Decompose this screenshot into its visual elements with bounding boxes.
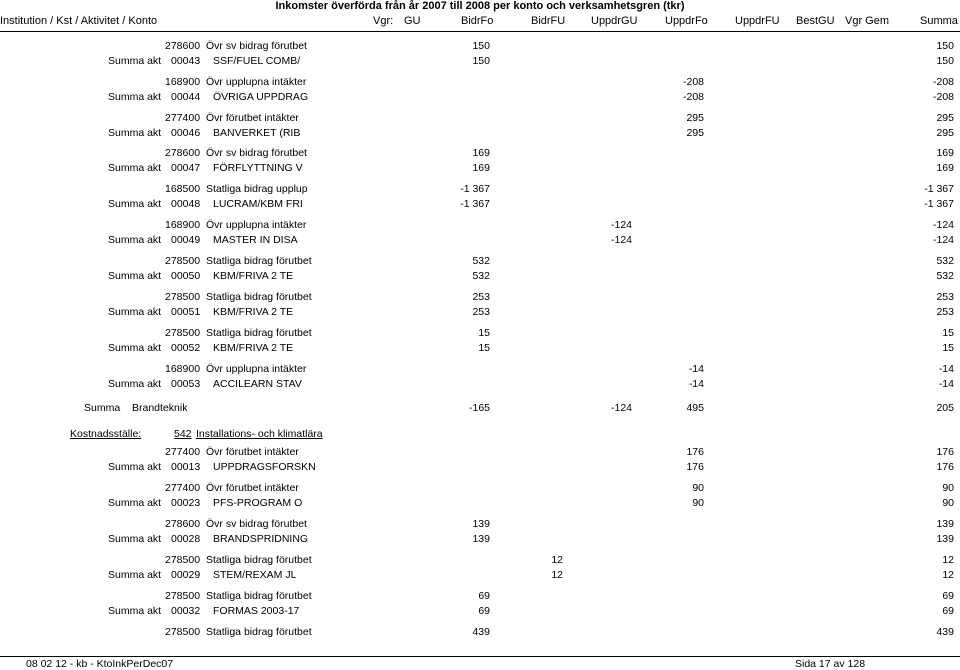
total-bidrfo: -165 [468,402,490,414]
konto-number: 278600 [165,40,201,52]
aktivitet-code: 00047 [171,162,201,174]
aktivitet-text: KBM/FRIVA 2 TE [213,270,294,282]
konto-summa: 532 [936,255,954,267]
konto-number: 277400 [165,482,201,494]
aktivitet-code: 00028 [171,533,201,545]
summa-akt-label: Summa akt [108,55,162,67]
summa-akt-summa: -14 [938,378,954,390]
summa-akt-summa: -124 [932,234,954,246]
konto-text: Statliga bidrag förutbet [206,590,312,602]
konto-value-uppdrfo: 176 [686,446,704,458]
summa-akt-label: Summa akt [108,306,162,318]
konto-value-uppdrfo: 90 [692,482,704,494]
aktivitet-text: ÖVRIGA UPPDRAG [213,91,309,103]
total-uppdrfo: 495 [686,402,704,414]
col-header-vgrgem: Vgr Gem [845,15,890,27]
total-name: Brandteknik [132,402,188,414]
aktivitet-text: ACCILEARN STAV [213,378,302,390]
summa-akt-summa: 69 [942,605,954,617]
summa-akt-label: Summa akt [108,569,162,581]
summa-akt-summa: 12 [942,569,954,581]
summa-akt-value-bidrfo: 139 [472,533,490,545]
header-rule [0,31,960,32]
aktivitet-text: PFS-PROGRAM O [213,497,303,509]
konto-summa: 15 [942,327,954,339]
col-header-bestgu: BestGU [796,15,835,27]
konto-summa: 150 [936,40,954,52]
konto-text: Statliga bidrag upplup [206,183,308,195]
summa-akt-summa: 150 [936,55,954,67]
summa-akt-value-bidrfo: 15 [478,342,490,354]
konto-number: 168500 [165,183,201,195]
aktivitet-code: 00032 [171,605,201,617]
konto-summa: 12 [942,554,954,566]
konto-value-bidrfo: 69 [478,590,490,602]
aktivitet-text: BRANDSPRIDNING [213,533,309,545]
summa-akt-summa: 176 [936,461,954,473]
col-header-uppdrfo: UppdrFo [665,15,708,27]
summa-akt-label: Summa akt [108,533,162,545]
konto-text: Övr upplupna intäkter [206,219,307,231]
aktivitet-text: FORMAS 2003-17 [213,605,300,617]
konto-text: Statliga bidrag förutbet [206,327,312,339]
col-header-gu: GU [404,15,421,27]
summa-akt-value-bidrfo: 532 [472,270,490,282]
total-label: Summa [84,402,121,414]
report-title: Inkomster överförda från år 2007 till 2008 per konto och verksamhetsgren (tkr) [275,0,685,12]
aktivitet-text: KBM/FRIVA 2 TE [213,342,294,354]
konto-summa: 439 [936,626,954,638]
konto-summa: -14 [938,363,954,375]
summa-akt-value-uppdrfo: 176 [686,461,704,473]
aktivitet-code: 00043 [171,55,201,67]
konto-text: Statliga bidrag förutbet [206,291,312,303]
konto-value-bidrfu: 12 [551,554,563,566]
konto-number: 277400 [165,112,201,124]
konto-number: 277400 [165,446,201,458]
col-header-uppdrfu: UppdrFU [735,15,780,27]
konto-number: 168900 [165,219,201,231]
aktivitet-text: MASTER IN DISA [213,234,298,246]
summa-akt-label: Summa akt [108,342,162,354]
konto-summa: -208 [932,76,954,88]
konto-summa: 69 [942,590,954,602]
aktivitet-text: FÖRFLYTTNING V [213,162,303,174]
total-summa: 205 [936,402,954,414]
summa-akt-value-uppdrfo: -208 [682,91,704,103]
col-header-summa: Summa [920,15,958,27]
aktivitet-text: UPPDRAGSFORSKN [213,461,316,473]
konto-summa: 90 [942,482,954,494]
konto-text: Övr förutbet intäkter [206,482,299,494]
summa-akt-label: Summa akt [108,497,162,509]
konto-text: Statliga bidrag förutbet [206,626,312,638]
summa-akt-summa: 139 [936,533,954,545]
konto-value-uppdrfo: 295 [686,112,704,124]
col-header-bidrfo: BidrFo [461,15,494,27]
summa-akt-summa: 253 [936,306,954,318]
summa-akt-summa: 295 [936,127,954,139]
summa-akt-value-bidrfo: 253 [472,306,490,318]
konto-summa: 295 [936,112,954,124]
konto-number: 278500 [165,626,201,638]
konto-text: Statliga bidrag förutbet [206,255,312,267]
aktivitet-code: 00050 [171,270,201,282]
report-header [0,0,960,30]
aktivitet-code: 00023 [171,497,201,509]
konto-value-bidrfo: 15 [478,327,490,339]
aktivitet-code: 00044 [171,91,201,103]
konto-number: 278500 [165,590,201,602]
summa-akt-value-bidrfu: 12 [551,569,563,581]
summa-akt-label: Summa akt [108,162,162,174]
summa-akt-label: Summa akt [108,270,162,282]
summa-akt-value-uppdrfo: 90 [692,497,704,509]
summa-akt-summa: 15 [942,342,954,354]
summa-akt-value-uppdrfo: 295 [686,127,704,139]
konto-number: 278500 [165,554,201,566]
kostnadsstalle-code: 542 [174,428,192,440]
konto-summa: -124 [932,219,954,231]
summa-akt-value-bidrfo: 69 [478,605,490,617]
aktivitet-code: 00048 [171,198,201,210]
aktivitet-text: SSF/FUEL COMB/ [213,55,301,67]
konto-number: 168900 [165,76,201,88]
konto-summa: 253 [936,291,954,303]
aktivitet-code: 00052 [171,342,201,354]
konto-number: 278600 [165,147,201,159]
footer-rule [0,656,960,657]
konto-summa: 139 [936,518,954,530]
konto-value-bidrfo: 150 [472,40,490,52]
summa-akt-label: Summa akt [108,461,162,473]
summa-akt-label: Summa akt [108,91,162,103]
col-header-bidrfu: BidrFU [531,15,566,27]
summa-akt-value-uppdrgu: -124 [610,234,632,246]
konto-value-bidrfo: 253 [472,291,490,303]
summa-akt-summa: 169 [936,162,954,174]
aktivitet-code: 00029 [171,569,201,581]
konto-value-bidrfo: 439 [472,626,490,638]
konto-summa: 176 [936,446,954,458]
summa-akt-value-bidrfo: 169 [472,162,490,174]
konto-value-bidrfo: -1 367 [460,183,490,195]
summa-akt-summa: -208 [932,91,954,103]
aktivitet-text: STEM/REXAM JL [213,569,297,581]
total-uppdrgu: -124 [610,402,632,414]
summa-akt-label: Summa akt [108,378,162,390]
aktivitet-code: 00046 [171,127,201,139]
konto-text: Övr förutbet intäkter [206,446,299,458]
aktivitet-code: 00053 [171,378,201,390]
konto-text: Övr förutbet intäkter [206,112,299,124]
aktivitet-code: 00051 [171,306,201,318]
konto-text: Övr sv bidrag förutbet [206,518,307,530]
aktivitet-text: LUCRAM/KBM FRI [213,198,303,210]
col-header-institution: Institution / Kst / Aktivitet / Konto [0,15,158,27]
kostnadsstalle-name: Installations- och klimatlära [196,428,323,440]
footer-left: 08 02 12 - kb - KtoInkPerDec07 [26,658,174,670]
col-header-uppdrgu: UppdrGU [591,15,638,27]
summa-akt-value-bidrfo: 150 [472,55,490,67]
konto-number: 168900 [165,363,201,375]
summa-akt-value-uppdrfo: -14 [688,378,704,390]
konto-summa: 169 [936,147,954,159]
konto-text: Statliga bidrag förutbet [206,554,312,566]
konto-text: Övr upplupna intäkter [206,76,307,88]
konto-value-bidrfo: 139 [472,518,490,530]
konto-text: Övr sv bidrag förutbet [206,40,307,52]
summa-akt-summa: -1 367 [924,198,954,210]
konto-number: 278500 [165,255,201,267]
kostnadsstalle-label: Kostnadsställe: [70,428,142,440]
summa-akt-summa: 532 [936,270,954,282]
summa-akt-label: Summa akt [108,198,162,210]
konto-text: Övr sv bidrag förutbet [206,147,307,159]
aktivitet-text: BANVERKET (RIB [213,127,301,139]
konto-value-bidrfo: 532 [472,255,490,267]
konto-number: 278600 [165,518,201,530]
konto-text: Övr upplupna intäkter [206,363,307,375]
aktivitet-text: KBM/FRIVA 2 TE [213,306,294,318]
summa-akt-label: Summa akt [108,605,162,617]
footer-page: Sida 17 av 128 [795,658,866,670]
aktivitet-code: 00049 [171,234,201,246]
konto-value-uppdrgu: -124 [610,219,632,231]
summa-akt-label: Summa akt [108,234,162,246]
konto-number: 278500 [165,291,201,303]
konto-summa: -1 367 [924,183,954,195]
summa-akt-label: Summa akt [108,127,162,139]
konto-number: 278500 [165,327,201,339]
summa-akt-summa: 90 [942,497,954,509]
konto-value-uppdrfo: -14 [688,363,704,375]
konto-value-uppdrfo: -208 [682,76,704,88]
summa-akt-value-bidrfo: -1 367 [460,198,490,210]
col-header-vgr: Vgr: [373,15,394,27]
konto-value-bidrfo: 169 [472,147,490,159]
aktivitet-code: 00013 [171,461,201,473]
